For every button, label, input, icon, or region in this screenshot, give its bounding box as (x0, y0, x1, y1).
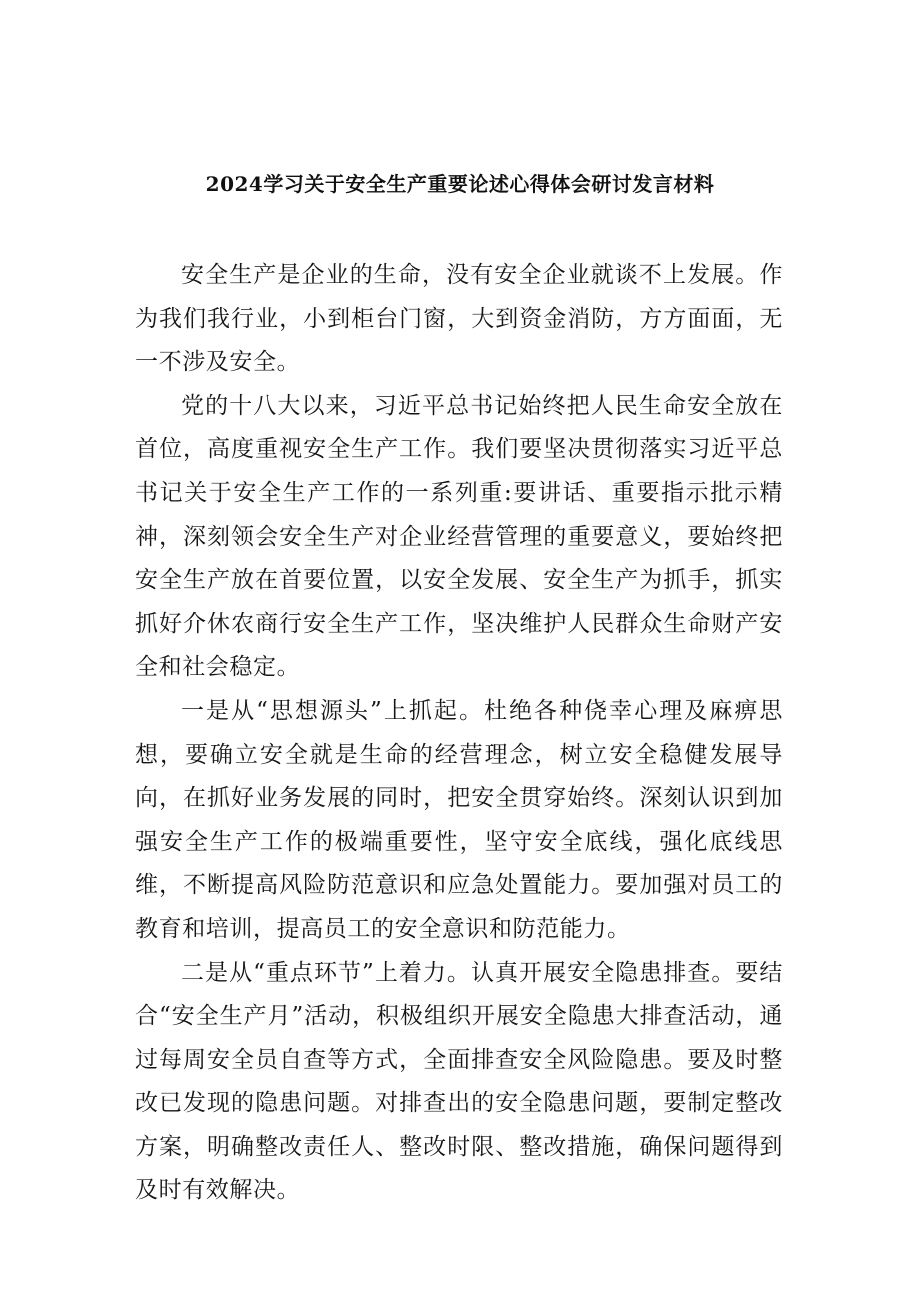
paragraph-background: 党的十八大以来，习近平总书记始终把人民生命安全放在首位，高度重视安全生产工作。我们要坚决贯彻落实习近平总书记关于安全生产工作的一系列重:要讲话、重要指示批示精神，深刻领会安全生产对企业经营管理的重要意义，要始终把安全生产放在首要位置，以安全发展、安全生产为抓手，抓实抓好介休农商行安全生产工作，坚决维护人民群众生命财产安全和社会稳定。 (135, 392, 783, 681)
document-body (135, 254, 783, 1213)
paragraph-point-one: 一是从“思想源头”上抓起。杜绝各种侥幸心理及麻痹思想，要确立安全就是生命的经营理念，树立安全稳健发展导向，在抓好业务发展的同时，把安全贯穿始终。深刻认识到加强安全生产工作的极端重要性，坚守安全底线，强化底线思维，不断提高风险防范意识和应急处置能力。要加强对员工的教育和培训，提高员工的安全意识和防范能力。 (135, 697, 783, 942)
document-title: 2024学习关于安全生产重要论述心得体会研讨发言材料 (205, 172, 715, 196)
paragraph-point-two: 二是从“重点环节”上着力。认真开展安全隐患排查。要结合“安全生产月”活动，积极组织开展安全隐患大排查活动，通过每周安全员自查等方式，全面排查安全风险隐患。要及时整改已发现的隐患问题。对排查出的安全隐患问题，要制定整改方案，明确整改责任人、整改时限、整改措施，确保问题得到及时有效解决。 (135, 959, 783, 1204)
paragraph-intro: 安全生产是企业的生命，没有安全企业就谈不上发展。作为我们我行业，小到柜台门窗，大到资金消防，方方面面，无一不涉及安全。 (135, 262, 783, 376)
